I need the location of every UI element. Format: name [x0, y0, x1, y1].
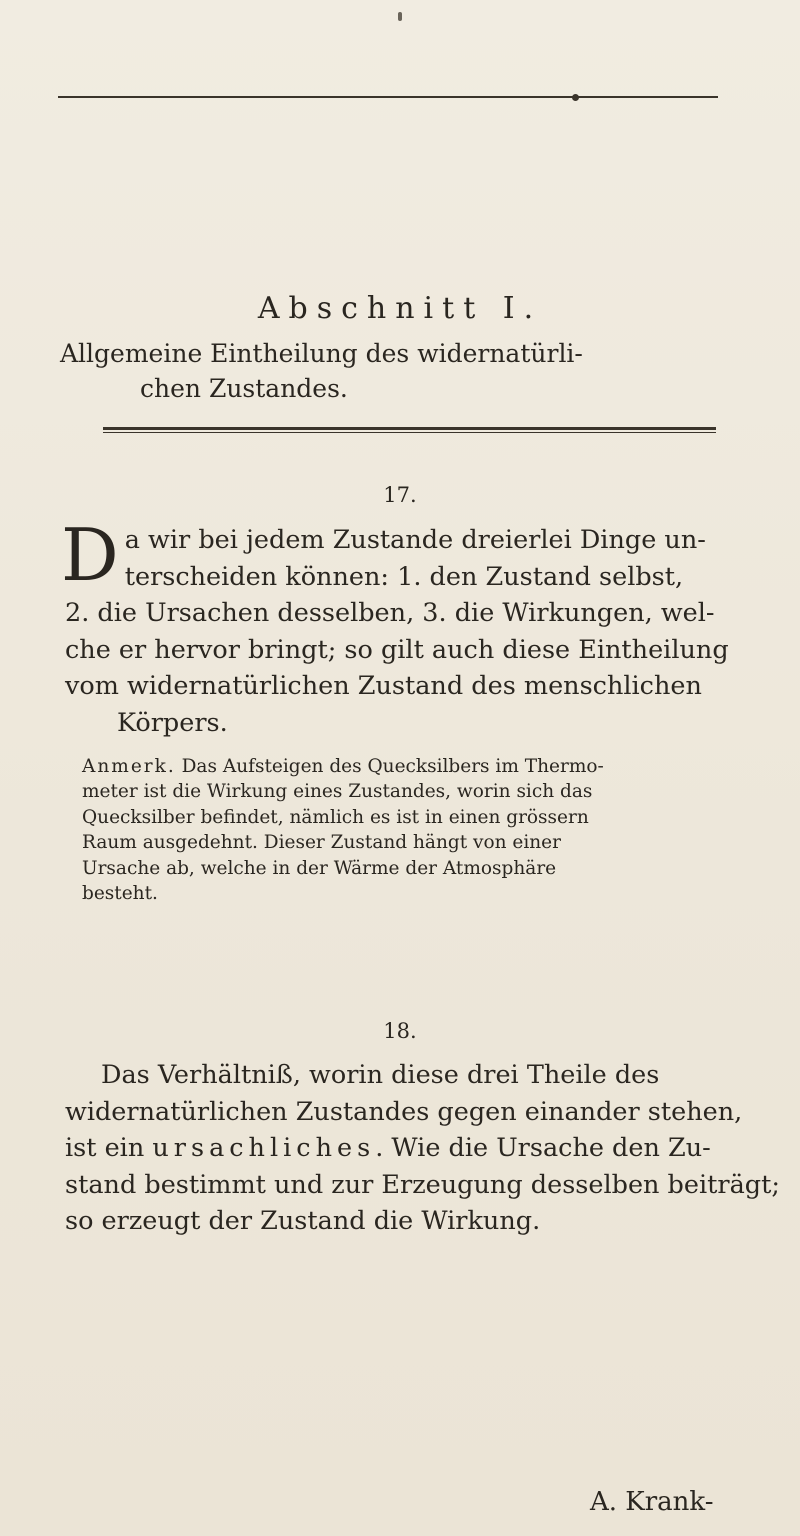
- text-run: ist ein: [65, 1133, 153, 1164]
- annotation-note: [82, 754, 742, 906]
- note-line: meter ist die Wirkung eines Zustandes, worin sich das: [82, 781, 593, 803]
- paragraph-line: widernatürlichen Zustandes gegen einander stehen,: [65, 1096, 743, 1127]
- paragraph-line: so erzeugt der Zustand die Wirkung.: [65, 1206, 541, 1237]
- note-line: Ursache ab, welche in der Wärme der Atmosphäre: [82, 857, 557, 879]
- top-rule: [58, 96, 718, 98]
- paragraph-line: a wir bei jedem Zustande dreierlei Dinge un-: [124, 525, 706, 555]
- text-run: . Wie die Ursache den Zu-: [375, 1133, 711, 1164]
- emphasis-spaced: ursachliches: [152, 1133, 376, 1164]
- paragraph-line: vom widernatürlichen Zustand des menschlichen: [65, 671, 702, 702]
- subtitle-line-1: Allgemeine Eintheilung des widernatürli-: [60, 339, 583, 368]
- paragraph-line: Das Verhältniß, worin diese drei Theile des: [101, 1060, 660, 1090]
- paragraph-number: 18.: [383, 1019, 417, 1043]
- section-heading: Abschnitt I.: [257, 291, 543, 326]
- paragraph-line: stand bestimmt und zur Erzeugung desselben beiträgt;: [65, 1169, 780, 1200]
- note-label: Anmerk.: [82, 756, 176, 777]
- paper-speck: [398, 12, 402, 21]
- paragraph-line: terscheiden können: 1. den Zustand selbst,: [124, 561, 684, 592]
- paragraph-line: che er hervor bringt; so gilt auch diese Eintheilung: [65, 634, 729, 665]
- note-line: Raum ausgedehnt. Dieser Zustand hängt von einer: [82, 832, 561, 854]
- drop-cap: D: [61, 513, 119, 597]
- paragraph-line: 2. die Ursachen desselben, 3. die Wirkungen, wel-: [65, 598, 715, 629]
- subtitle-line-2: chen Zustandes.: [140, 374, 348, 403]
- paragraph-line: Körpers.: [117, 707, 228, 738]
- divider-thick: [103, 427, 716, 430]
- divider-thin: [103, 432, 716, 433]
- note-line: Quecksilber befindet, nämlich es ist in einen grössern: [82, 806, 589, 828]
- paragraph-17: [61, 513, 745, 742]
- note-line: besteht.: [82, 883, 158, 905]
- note-line: Das Aufsteigen des Quecksilbers im Thermo-: [181, 756, 604, 777]
- rule-ornament: [572, 94, 579, 101]
- catchword: A. Krank-: [590, 1487, 714, 1517]
- section-subtitle: [60, 336, 740, 406]
- paragraph-line: [65, 1130, 745, 1167]
- paragraph-number: 17.: [383, 483, 417, 507]
- paragraph-18: [65, 1057, 780, 1240]
